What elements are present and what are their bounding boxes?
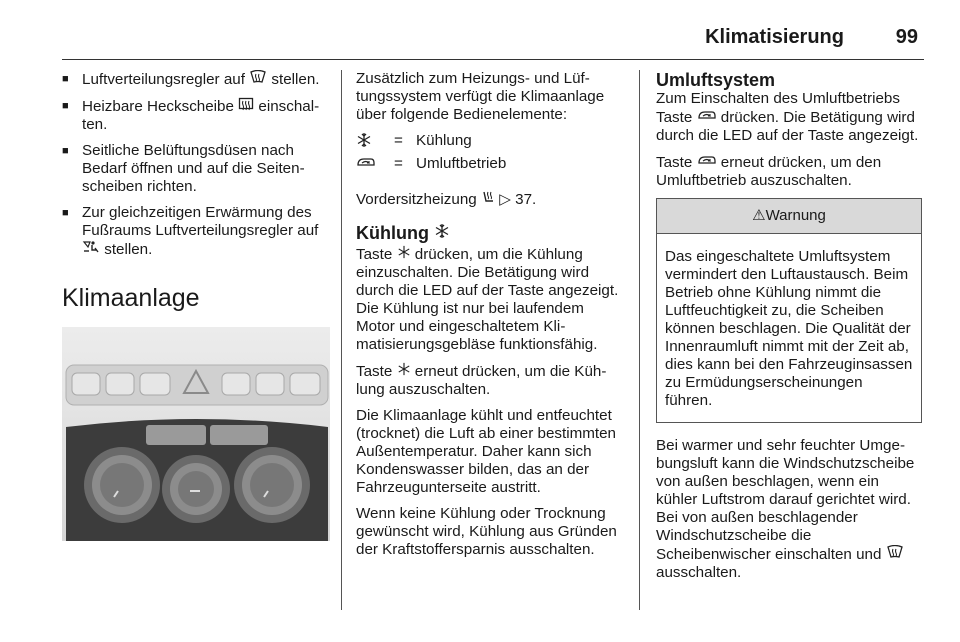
windshield-defrost-icon [249, 70, 267, 89]
recirculation-heading: Umluftsystem [656, 70, 776, 90]
warning-icon: ⚠ [752, 207, 766, 224]
recirculation-icon [697, 153, 717, 172]
paragraph: Wenn keine Kühlung oder Trocknung gewünscht wird, Kühlung aus Gründen der Kraftstoffersparnis ausschalten. [356, 505, 617, 558]
snowflake-icon [356, 132, 372, 153]
snowflake-icon [434, 223, 450, 245]
intro-paragraph: Zusätzlich zum Heizungs- und Lüftungssystem verfügt die Klimaanlage über folgende Bedienelemente: [356, 70, 605, 123]
page-ref-icon: ▷ [499, 191, 511, 208]
list-item: ■ Seitliche Belüftungsdüsen nach Bedarf öffnen und auf die Seitenscheiben richten. [62, 142, 330, 196]
rear-defrost-icon [238, 97, 254, 116]
floor-windshield-icon [82, 240, 100, 259]
paragraph: Zum Einschalten des Umluftbetriebs Taste drücken. Die Betätigung wird durch die LED auf der Taste angezeigt. [656, 90, 919, 144]
page-title: Klimatisierung [705, 26, 844, 48]
header-rule [62, 59, 924, 60]
list-item: ■ Heizbare Heckscheibe einschalten. [62, 97, 330, 134]
windshield-defrost-icon [886, 545, 904, 564]
bullet-list [62, 70, 330, 259]
paragraph: Taste erneut drücken, um die Kühlung auszuschalten. [356, 363, 607, 398]
paragraph: Bei warmer und sehr feuchter Umgebungsluft kann die Windschutzscheibe von außen beschlagen, wenn ein kühler Luftstrom darauf gerichtet wird. Bei von außen beschlagender Windschutzscheibe die Scheibenwischer einschalten und ausschalten. [656, 437, 915, 581]
list-item: ■ Luftverteilungsregler auf stellen. [62, 70, 330, 89]
section-heading: Klimaanlage [62, 284, 200, 312]
page-number: 99 [895, 26, 918, 48]
seat-heating-reference: Vordersitzheizung ▷ 37. [356, 191, 537, 208]
paragraph: Taste erneut drücken, um den Umluftbetrieb auszuschalten. [656, 154, 882, 189]
column-divider-2 [639, 70, 640, 610]
column-middle [356, 70, 624, 567]
warning-box [656, 198, 922, 423]
snowflake-icon [397, 245, 411, 264]
column-right [656, 70, 922, 590]
warning-body: Das eingeschaltete Umluftsystem vermindert den Luftaustausch. Beim Betrieb ohne Kühlung nimmt die Luftfeuchtigkeit zu, die Scheiben können beschlagen. Die Qualität der Innenraumluft nimmt mit der Zeit ab, dies kann bei den Fahrzeuginsassen zu Ermüdungserscheinungen führen. [665, 248, 913, 409]
column-divider-1 [341, 70, 342, 610]
recirculation-icon [356, 155, 376, 174]
legend-row: = Kühlung [356, 132, 624, 153]
climate-control-photo [62, 327, 330, 541]
snowflake-icon [397, 362, 411, 381]
legend-row: = Umluftbetrieb [356, 155, 624, 174]
warning-header: ⚠Warnung [657, 199, 921, 234]
seat-heating-icon [481, 190, 495, 209]
column-left [62, 70, 330, 541]
cooling-heading: Kühlung [356, 223, 624, 245]
paragraph: Die Klimaanlage kühlt und entfeuchtet (trocknet) die Luft ab einer bestimmten Außentemperatur. Daher kann sich Kondenswasser bilden, das an der Fahrzeugunterseite austritt. [356, 407, 616, 496]
list-item: ■ Zur gleichzeitigen Erwärmung des Fußraums Luftverteilungsregler auf stellen. [62, 204, 330, 259]
page-header [62, 8, 924, 60]
paragraph: Taste drücken, um die Kühlung einzuschalten. Die Betätigung wird durch die LED auf der Taste angezeigt. Die Kühlung ist nur bei laufendem Motor und eingeschaltetem Klimatisierungsgebläse funktionsfähig. [356, 246, 619, 353]
recirculation-icon [697, 108, 717, 127]
